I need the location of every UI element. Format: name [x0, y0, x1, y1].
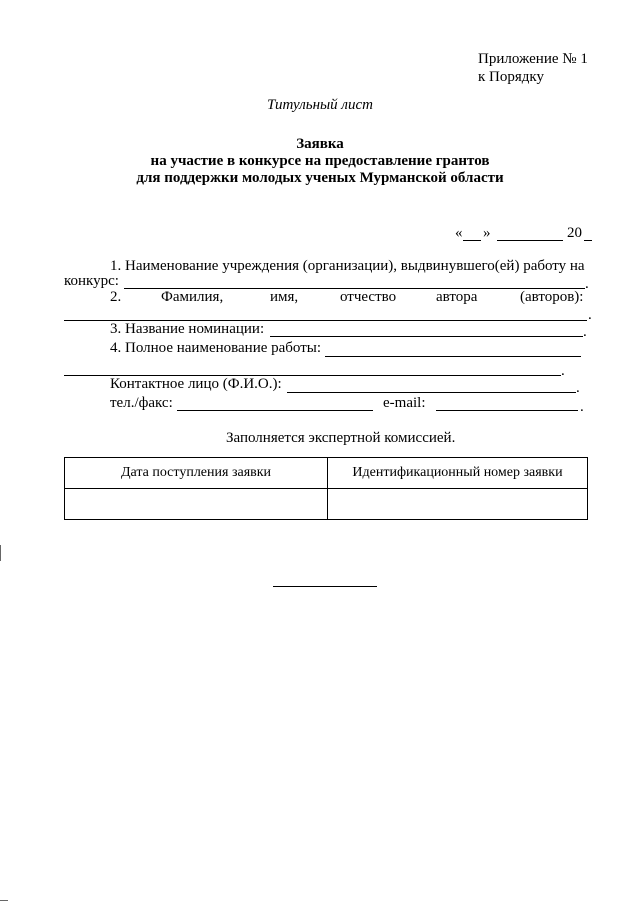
field-nomination-label: 3. Название номинации:	[110, 321, 265, 337]
field-nomination-line[interactable]	[270, 336, 583, 337]
date-day-line	[463, 240, 481, 241]
field-author-word: (авторов):	[520, 289, 584, 305]
field-author-period: .	[588, 307, 592, 323]
email-label: e-mail:	[383, 395, 426, 411]
field-nomination-period: .	[583, 324, 587, 340]
phone-fax-line[interactable]	[177, 410, 373, 411]
field-author-word: имя,	[270, 289, 299, 305]
phone-fax-label: тел./факс:	[110, 395, 173, 411]
table-header-cell: Идентификационный номер заявки	[328, 458, 588, 489]
date-open-quote: «	[455, 225, 463, 241]
committee-note: Заполняется экспертной комиссией.	[226, 430, 456, 446]
field-author-word: отчество	[340, 289, 397, 305]
appendix-reference: к Порядку	[478, 69, 544, 85]
appendix-number: Приложение № 1	[478, 51, 588, 67]
date-year-prefix: 20	[567, 225, 582, 241]
field-author-word: Фамилия,	[161, 289, 224, 305]
field-organization-period: .	[585, 276, 589, 292]
field-work-title-line[interactable]	[325, 356, 581, 357]
field-author-word: автора	[436, 289, 478, 305]
date-month-line	[497, 240, 563, 241]
field-work-title-period: .	[561, 363, 565, 379]
table-row	[65, 489, 588, 520]
contact-person-period: .	[576, 380, 580, 396]
table-cell-id[interactable]	[328, 489, 588, 520]
application-heading: Заявка	[296, 136, 344, 152]
table-header-cell: Дата поступления заявки	[65, 458, 328, 489]
table-cell-date[interactable]	[65, 489, 328, 520]
date-close-quote: »	[483, 225, 491, 241]
contact-person-line[interactable]	[287, 392, 576, 393]
contact-person-label: Контактное лицо (Ф.И.О.):	[110, 376, 282, 392]
email-period: .	[580, 399, 584, 415]
closing-separator	[273, 586, 377, 587]
table-header-row	[65, 458, 588, 489]
title-page-label: Титульный лист	[267, 97, 373, 113]
scan-mark	[0, 545, 1, 561]
email-line[interactable]	[436, 410, 578, 411]
field-organization-label: 1. Наименование учреждения (организации), выдвинувшего(ей) работу на	[110, 258, 585, 274]
field-author-word: 2.	[110, 289, 122, 305]
application-subheading-2: для поддержки молодых ученых Мурманской области	[136, 170, 504, 186]
field-work-title-label: 4. Полное наименование работы:	[110, 340, 322, 356]
date-year-line	[584, 240, 592, 241]
registration-table	[64, 457, 588, 520]
application-subheading-1: на участие в конкурсе на предоставление грантов	[150, 153, 490, 169]
scan-mark	[0, 900, 8, 901]
field-organization-cont: конкурс:	[64, 273, 119, 289]
